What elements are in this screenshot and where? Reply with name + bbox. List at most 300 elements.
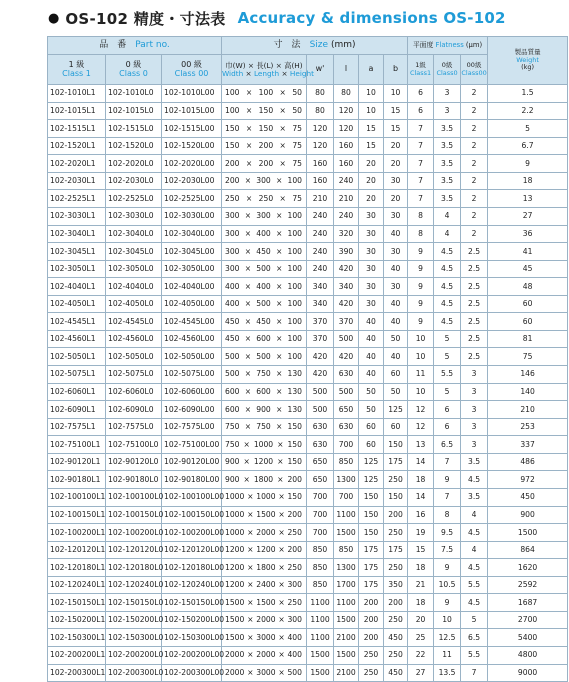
flatness-class00-value: 3 [461,366,488,384]
table-row [48,330,568,348]
part-no-class00: 102-75100L00 [162,436,222,454]
col-w-header: w' [307,55,334,85]
w-prime-value: 80 [307,102,334,120]
times-sign: × [277,474,284,484]
part-no-class0: 102-4560L0 [106,330,162,348]
dims-header: 巾(W) × 長(L) × 高(H) Width × Length × Height [222,55,307,85]
length-value: 1800 [256,562,276,572]
width-value: 1500 [225,632,245,642]
table-row [48,647,568,665]
dims-cell [222,137,307,155]
width-value: 200 [225,158,240,168]
a-value: 175 [359,559,384,577]
b-value: 10 [384,85,408,103]
weight-value: 210 [488,401,568,419]
a-value: 250 [359,664,384,682]
part-no-class0: 102-3030L0 [106,207,162,225]
times-sign: × [275,246,283,256]
l-value: 1300 [334,559,359,577]
width-value: 1200 [225,580,245,590]
length-value: 250 [258,193,274,203]
times-sign: × [245,88,253,98]
a-value: 40 [359,366,384,384]
dims-cell [222,594,307,612]
height-value: 75 [292,193,302,203]
part-no-class0: 102-5075L0 [106,366,162,384]
w-prime-value: 120 [307,120,334,138]
weight-value: 337 [488,436,568,454]
a-value: 50 [359,383,384,401]
height-value: 50 [292,88,302,98]
flatness-class1-value: 18 [408,559,434,577]
l-value: 80 [334,85,359,103]
length-value: 2000 [256,650,276,660]
length-value: 300 [256,211,271,221]
flatness-class1-value: 9 [408,295,434,313]
times-sign: × [278,615,285,625]
w-prime-value: 850 [307,541,334,559]
part-no-class0: 102-5050L0 [106,348,162,366]
part-no-class1: 102-200200L1 [48,647,106,665]
height-value: 500 [287,668,302,678]
flatness-class1-value: 18 [408,594,434,612]
dims-cell [222,383,307,401]
weight-value: 486 [488,453,568,471]
flatness-class1-value: 9 [408,278,434,296]
length-value: 750 [256,369,271,379]
part-no-class1: 102-3030L1 [48,207,106,225]
w-prime-value: 500 [307,401,334,419]
part-no-class1: 102-90120L1 [48,453,106,471]
length-value: 2000 [256,527,276,537]
part-no-class00: 102-2030L00 [162,172,222,190]
table-row [48,313,568,331]
table-row [48,559,568,577]
part-no-class0: 102-6060L0 [106,383,162,401]
title-en: Accuracy & dimensions OS-102 [237,9,506,27]
times-sign: × [244,211,252,221]
b-value: 250 [384,471,408,489]
flatness-class00-value: 2 [461,85,488,103]
col-l-header: l [334,55,359,85]
times-sign: × [275,176,283,186]
part-no-class00: 102-3030L00 [162,207,222,225]
part-no-class1: 102-4040L1 [48,278,106,296]
a-value: 150 [359,488,384,506]
times-sign: × [244,404,252,414]
flatness-class0-value: 5 [434,330,461,348]
l-value: 650 [334,401,359,419]
part-no-class00: 102-100100L00 [162,488,222,506]
flatness-class00-value: 4 [461,506,488,524]
flatness-class1-value: 6 [408,85,434,103]
length-value: 150 [258,106,274,116]
l-value: 2100 [334,664,359,682]
height-value: 100 [287,264,302,274]
height-value: 150 [287,422,302,432]
times-sign: × [277,439,284,449]
height-value: 300 [287,615,302,625]
width-value: 1500 [225,615,245,625]
table-row [48,664,568,682]
weight-value: 2700 [488,611,568,629]
w-prime-value: 1500 [307,647,334,665]
times-sign: × [243,439,250,449]
part-no-class0: 102-4050L0 [106,295,162,313]
dims-cell [222,436,307,454]
a-value: 200 [359,629,384,647]
width-value: 300 [225,264,240,274]
w-prime-value: 370 [307,313,334,331]
dims-cell [222,506,307,524]
part-no-class0: 102-200200L0 [106,647,162,665]
table-row [48,506,568,524]
times-sign: × [245,193,253,203]
part-no-class00: 102-150150L00 [162,594,222,612]
height-value: 100 [287,316,302,326]
part-no-class00: 102-150200L00 [162,611,222,629]
part-no-class0: 102-120180L0 [106,559,162,577]
flatness-class0-value: 10.5 [434,576,461,594]
width-value: 200 [225,176,240,186]
flatness-class0-value: 6.5 [434,436,461,454]
part-no-class1: 102-100200L1 [48,524,106,542]
w-prime-value: 210 [307,190,334,208]
part-no-class0: 102-75100L0 [106,436,162,454]
width-value: 100 [225,106,240,116]
table-row [48,260,568,278]
flatness-class1-value: 6 [408,102,434,120]
table-row [48,576,568,594]
weight-value: 27 [488,207,568,225]
flatness-class1-value: 15 [408,541,434,559]
flatness-class00-value: 4.5 [461,594,488,612]
weight-value: 48 [488,278,568,296]
dims-cell [222,559,307,577]
width-value: 1500 [225,597,245,607]
weight-value: 45 [488,260,568,278]
times-sign: × [247,509,254,519]
w-prime-value: 650 [307,453,334,471]
height-value: 100 [287,228,302,238]
part-no-class00: 102-3040L00 [162,225,222,243]
part-no-class00: 102-1520L00 [162,137,222,155]
times-sign: × [244,334,252,344]
col-b-header: b [384,55,408,85]
length-value: 750 [256,422,271,432]
l-value: 850 [334,541,359,559]
times-sign: × [279,193,286,203]
width-value: 1000 [225,527,245,537]
times-sign: × [247,562,254,572]
times-sign: × [275,211,283,221]
weight-value: 140 [488,383,568,401]
part-no-class0: 102-150300L0 [106,629,162,647]
part-no-class1: 102-100150L1 [48,506,106,524]
b-value: 40 [384,313,408,331]
table-row [48,488,568,506]
weight-value: 9 [488,155,568,173]
times-sign: × [243,474,250,484]
height-value: 130 [287,404,302,414]
part-no-class1: 102-1515L1 [48,120,106,138]
flatness-class1-value: 9 [408,260,434,278]
w-prime-value: 340 [307,278,334,296]
a-value: 50 [359,401,384,419]
flatness-class1-value: 7 [408,137,434,155]
width-value: 1200 [225,545,245,555]
b-value: 30 [384,243,408,261]
flatness-class1-value: 14 [408,453,434,471]
weight-value: 36 [488,225,568,243]
width-value: 2000 [225,668,245,678]
b-value: 175 [384,541,408,559]
a-value: 30 [359,278,384,296]
part-no-class1: 102-4545L1 [48,313,106,331]
b-value: 250 [384,611,408,629]
length-value: 100 [258,88,274,98]
a-value: 15 [359,120,384,138]
flatness-class00-value: 3 [461,436,488,454]
height-value: 130 [287,387,302,397]
dims-cell [222,85,307,103]
height-value: 50 [292,106,302,116]
times-sign: × [279,106,286,116]
height-value: 75 [292,141,302,151]
times-sign: × [278,562,285,572]
table-row [48,418,568,436]
flatness-class0-value: 6 [434,401,461,419]
flatness-class00-value: 3 [461,401,488,419]
flatness-class00-value: 2.5 [461,243,488,261]
part-no-class00: 102-6090L00 [162,401,222,419]
flatness-class00-value: 3 [461,418,488,436]
dims-cell [222,225,307,243]
weight-value: 60 [488,295,568,313]
b-value: 50 [384,383,408,401]
flatness-class00-value: 4 [461,541,488,559]
flatness-class0-value: 9.5 [434,524,461,542]
b-value: 30 [384,172,408,190]
width-value: 500 [225,351,240,361]
flatness-class00-value: 2 [461,137,488,155]
part-no-class0: 102-100100L0 [106,488,162,506]
dims-cell [222,278,307,296]
b-value: 200 [384,506,408,524]
length-value: 300 [256,176,271,186]
part-no-class0: 102-3045L0 [106,243,162,261]
height-value: 130 [287,369,302,379]
dims-cell [222,243,307,261]
flatness-class0-value: 3 [434,85,461,103]
part-no-class0: 102-1010L0 [106,85,162,103]
flatness-class00-value: 2.5 [461,278,488,296]
a-value: 15 [359,137,384,155]
w-prime-value: 1500 [307,664,334,682]
part-no-class0: 102-1015L0 [106,102,162,120]
height-value: 250 [287,597,302,607]
flatness-class1-value: 16 [408,506,434,524]
weight-value: 1.5 [488,85,568,103]
w-prime-value: 700 [307,524,334,542]
part-no-class0: 102-2030L0 [106,172,162,190]
width-value: 400 [225,299,240,309]
table-row [48,541,568,559]
part-no-class1: 102-75100L1 [48,436,106,454]
dims-cell [222,541,307,559]
width-value: 100 [225,88,240,98]
width-value: 150 [225,123,240,133]
l-value: 850 [334,453,359,471]
part-no-class0: 102-3050L0 [106,260,162,278]
dims-cell [222,629,307,647]
times-sign: × [245,158,253,168]
part-no-class0: 102-90120L0 [106,453,162,471]
dims-cell [222,330,307,348]
times-sign: × [244,281,252,291]
length-value: 1200 [256,545,276,555]
dims-cell [222,664,307,682]
flatness-class0-value: 3.5 [434,137,461,155]
flatness-class00-value: 6.5 [461,629,488,647]
times-sign: × [247,597,254,607]
b-value: 40 [384,225,408,243]
times-sign: × [275,316,283,326]
flatness-class00-value: 3 [461,383,488,401]
l-value: 1700 [334,576,359,594]
w-prime-value: 240 [307,207,334,225]
flatness-class00-value: 2 [461,190,488,208]
length-value: 3000 [256,632,276,642]
flatness-class1-value: 14 [408,488,434,506]
part-no-class1: 102-3050L1 [48,260,106,278]
part-no-class00: 102-200300L00 [162,664,222,682]
table-row [48,137,568,155]
times-sign: × [244,299,252,309]
times-sign: × [244,316,252,326]
dims-cell [222,647,307,665]
b-value: 150 [384,488,408,506]
weight-header: 製品質量 Weight (kg) [488,37,568,85]
flatness-class00-value: 2.5 [461,313,488,331]
part-no-class1: 102-6090L1 [48,401,106,419]
dims-cell [222,190,307,208]
part-no-class0: 102-150200L0 [106,611,162,629]
a-value: 20 [359,190,384,208]
times-sign: × [244,228,252,238]
dims-cell [222,172,307,190]
l-value: 2100 [334,629,359,647]
flatness-class00-value: 2.5 [461,295,488,313]
part-no-class1: 102-100100L1 [48,488,106,506]
flatness-class1-value: 9 [408,313,434,331]
dims-cell [222,453,307,471]
l-value: 1300 [334,471,359,489]
length-value: 2400 [256,580,276,590]
part-no-class1: 102-6060L1 [48,383,106,401]
part-no-class1: 102-150300L1 [48,629,106,647]
flatness-class1-value: 20 [408,611,434,629]
part-no-class00: 102-3050L00 [162,260,222,278]
part-no-class00: 102-120120L00 [162,541,222,559]
times-sign: × [278,527,285,537]
a-value: 60 [359,436,384,454]
a-value: 20 [359,172,384,190]
flatness-class00-value: 4.5 [461,524,488,542]
dims-cell [222,120,307,138]
part-no-class00: 102-90120L00 [162,453,222,471]
l-value: 240 [334,172,359,190]
dims-cell [222,295,307,313]
height-value: 200 [287,474,302,484]
table-row [48,401,568,419]
dims-cell [222,524,307,542]
part-no-class00: 102-6060L00 [162,383,222,401]
a-value: 10 [359,85,384,103]
flatness-class00-header: 00級 Class00 [461,55,488,85]
a-value: 40 [359,330,384,348]
a-value: 30 [359,207,384,225]
dims-cell [222,366,307,384]
dims-cell [222,207,307,225]
part-no-class0: 102-90180L0 [106,471,162,489]
dims-cell [222,260,307,278]
flatness-class1-value: 12 [408,418,434,436]
height-value: 100 [287,281,302,291]
w-prime-value: 340 [307,295,334,313]
table-row [48,295,568,313]
l-value: 370 [334,313,359,331]
part-no-class00: 102-5075L00 [162,366,222,384]
times-sign: × [278,492,285,502]
w-prime-value: 240 [307,225,334,243]
length-value: 900 [256,404,271,414]
a-value: 30 [359,295,384,313]
times-sign: × [279,158,286,168]
weight-value: 9000 [488,664,568,682]
table-header-row-1 [48,37,568,55]
table-row [48,383,568,401]
times-sign: × [275,264,283,274]
width-value: 300 [225,228,240,238]
times-sign: × [278,668,285,678]
part-no-class1: 102-4560L1 [48,330,106,348]
times-sign: × [277,457,284,467]
length-value: 150 [258,123,274,133]
part-no-class00: 102-1015L00 [162,102,222,120]
b-value: 30 [384,278,408,296]
times-sign: × [275,404,283,414]
col-a-header: a [359,55,384,85]
a-value: 125 [359,453,384,471]
b-value: 20 [384,190,408,208]
l-value: 1100 [334,506,359,524]
part-no-class1: 102-1015L1 [48,102,106,120]
part-no-class1: 102-150150L1 [48,594,106,612]
part-no-class1: 102-3045L1 [48,243,106,261]
flatness-header: 平面度 Flatness (μm) [408,37,488,55]
table-row [48,524,568,542]
weight-value: 146 [488,366,568,384]
size-header: 寸 法 Size (mm) [222,37,408,55]
times-sign: × [279,88,286,98]
height-value: 100 [287,334,302,344]
times-sign: × [243,457,250,467]
b-value: 20 [384,155,408,173]
flatness-class1-value: 8 [408,207,434,225]
part-no-class1: 102-200300L1 [48,664,106,682]
l-value: 630 [334,366,359,384]
